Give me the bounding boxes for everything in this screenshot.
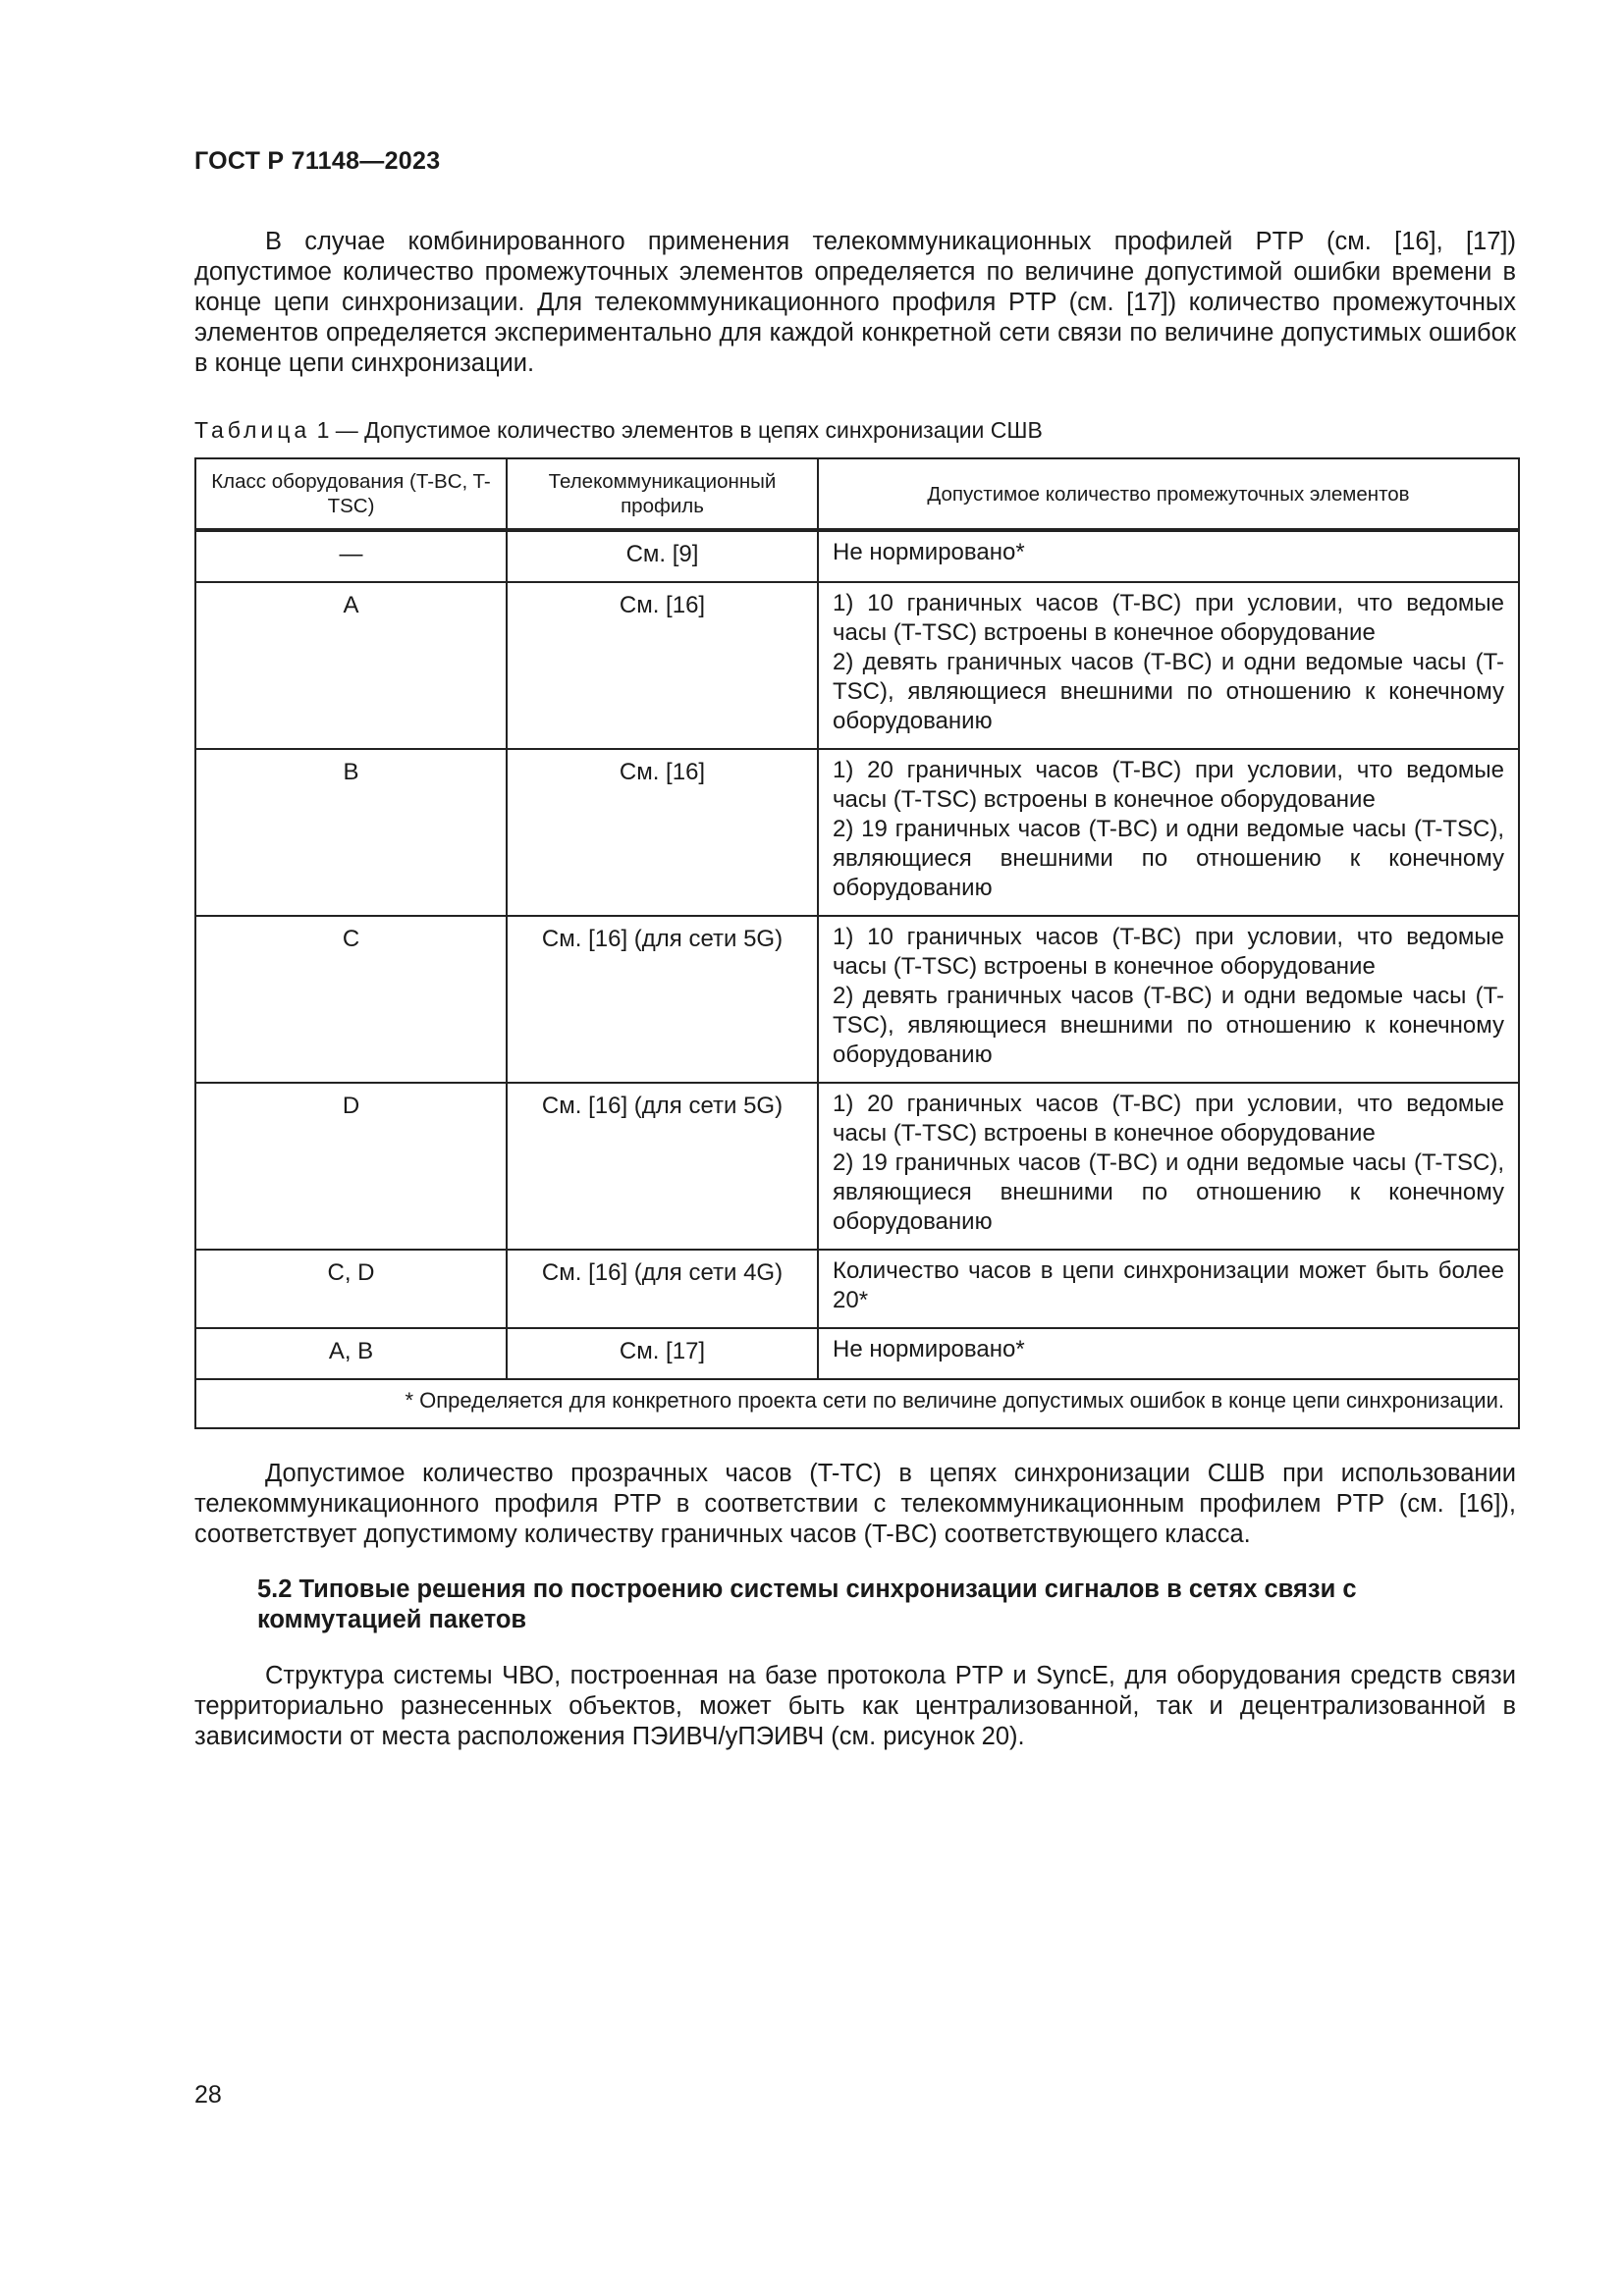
cell-class: — [195,530,507,582]
count-line: 2) девять граничных часов (T-BC) и одни ведомые часы (T-TSC), являющиеся внешними по отношению к конечному оборудованию [833,983,1504,1068]
count-line: 1) 10 граничных часов (T-BC) при условии, что ведомые часы (T-TSC) встроены в конечное оборудование [833,590,1504,646]
cell-class: A, B [195,1328,507,1379]
cell-profile: См. [16] (для сети 5G) [507,916,818,1083]
count-line: 2) 19 граничных часов (T-BC) и одни ведомые часы (T-TSC), являющиеся внешними по отношению к конечному оборудованию [833,1149,1504,1235]
table-row [195,582,1519,749]
table-caption-label: Таблица [194,417,311,443]
table-row [195,530,1519,582]
table-caption-text: 1 — Допустимое количество элементов в цепях синхронизации СШВ [310,417,1043,443]
elements-count-table [194,457,1520,1429]
cell-count [818,1250,1519,1328]
cell-profile: См. [16] (для сети 5G) [507,1083,818,1250]
table-row [195,749,1519,916]
count-line: 1) 10 граничных часов (T-BC) при условии, что ведомые часы (T-TSC) встроены в конечное оборудование [833,924,1504,980]
count-line: 2) девять граничных часов (T-BC) и одни ведомые часы (T-TSC), являющиеся внешними по отношению к конечному оборудованию [833,649,1504,734]
document-standard-header: ГОСТ Р 71148—2023 [194,147,441,175]
count-line: Не нормировано* [833,539,1025,565]
cell-class: C [195,916,507,1083]
count-line: Не нормировано* [833,1336,1025,1362]
cell-profile: См. [17] [507,1328,818,1379]
count-line: 2) 19 граничных часов (T-BC) и одни ведомые часы (T-TSC), являющиеся внешними по отношению к конечному оборудованию [833,816,1504,901]
table-footnote-row [195,1379,1519,1428]
paragraph-combined-profiles: В случае комбинированного применения телекоммуникационных профилей PTP (см. [16], [17]) допустимое количество промежуточных элементов определяется по величине допустимой ошибки времени в конце цепи синхронизации. Для телекоммуникационного профиля PTP (см. [17]) количество промежуточных элементов определяется экспериментально для каждой конкретной сети связи по величине допустимых ошибок в конце цепи синхронизации. [194,228,1516,377]
table-row [195,1328,1519,1379]
cell-profile: См. [16] [507,749,818,916]
header-equipment-class: Класс оборудования (T-BC, T-TSC) [195,458,507,530]
cell-class: B [195,749,507,916]
header-allowed-count: Допустимое количество промежуточных элементов [818,458,1519,530]
paragraph-system-structure: Структура системы ЧВО, построенная на базе протокола PTP и SyncE, для оборудования средств связи территориально разнесенных объектов, может быть как централизованной, так и децентрализованной в зависимости от места расположения ПЭИВЧ/уПЭИВЧ (см. рисунок 20). [194,1662,1516,1750]
cell-class: A [195,582,507,749]
cell-count [818,582,1519,749]
page-number: 28 [194,2081,222,2109]
cell-count [818,1328,1519,1379]
section-heading: 5.2 Типовые решения по построению системы синхронизации сигналов в сетях связи с коммутацией пакетов [257,1575,1357,1633]
cell-count [818,749,1519,916]
paragraph-transparent-clocks: Допустимое количество прозрачных часов (T-TC) в цепях синхронизации СШВ при использовании телекоммуникационного профиля PTP в соответствии с телекоммуникационным профилем PTP (см. [16]), соответствует допустимому количеству граничных часов (T-BC) соответствующего класса. [194,1460,1516,1548]
cell-profile: См. [16] [507,582,818,749]
count-line: 1) 20 граничных часов (T-BC) при условии, что ведомые часы (T-TSC) встроены в конечное оборудование [833,757,1504,813]
cell-class: D [195,1083,507,1250]
count-line: Количество часов в цепи синхронизации может быть более 20* [833,1257,1504,1313]
count-line: 1) 20 граничных часов (T-BC) при условии, что ведомые часы (T-TSC) встроены в конечное оборудование [833,1091,1504,1147]
cell-count [818,916,1519,1083]
cell-count [818,1083,1519,1250]
table-row [195,1250,1519,1328]
table-row [195,1083,1519,1250]
cell-class: C, D [195,1250,507,1328]
table-header-row [195,458,1519,530]
table-row [195,916,1519,1083]
table-caption [194,416,1043,444]
cell-profile: См. [9] [507,530,818,582]
table-footnote: * Определяется для конкретного проекта сети по величине допустимых ошибок в конце цепи синхронизации. [195,1379,1519,1428]
cell-count [818,530,1519,582]
cell-profile: См. [16] (для сети 4G) [507,1250,818,1328]
header-telecom-profile: Телекоммуникационный профиль [507,458,818,530]
